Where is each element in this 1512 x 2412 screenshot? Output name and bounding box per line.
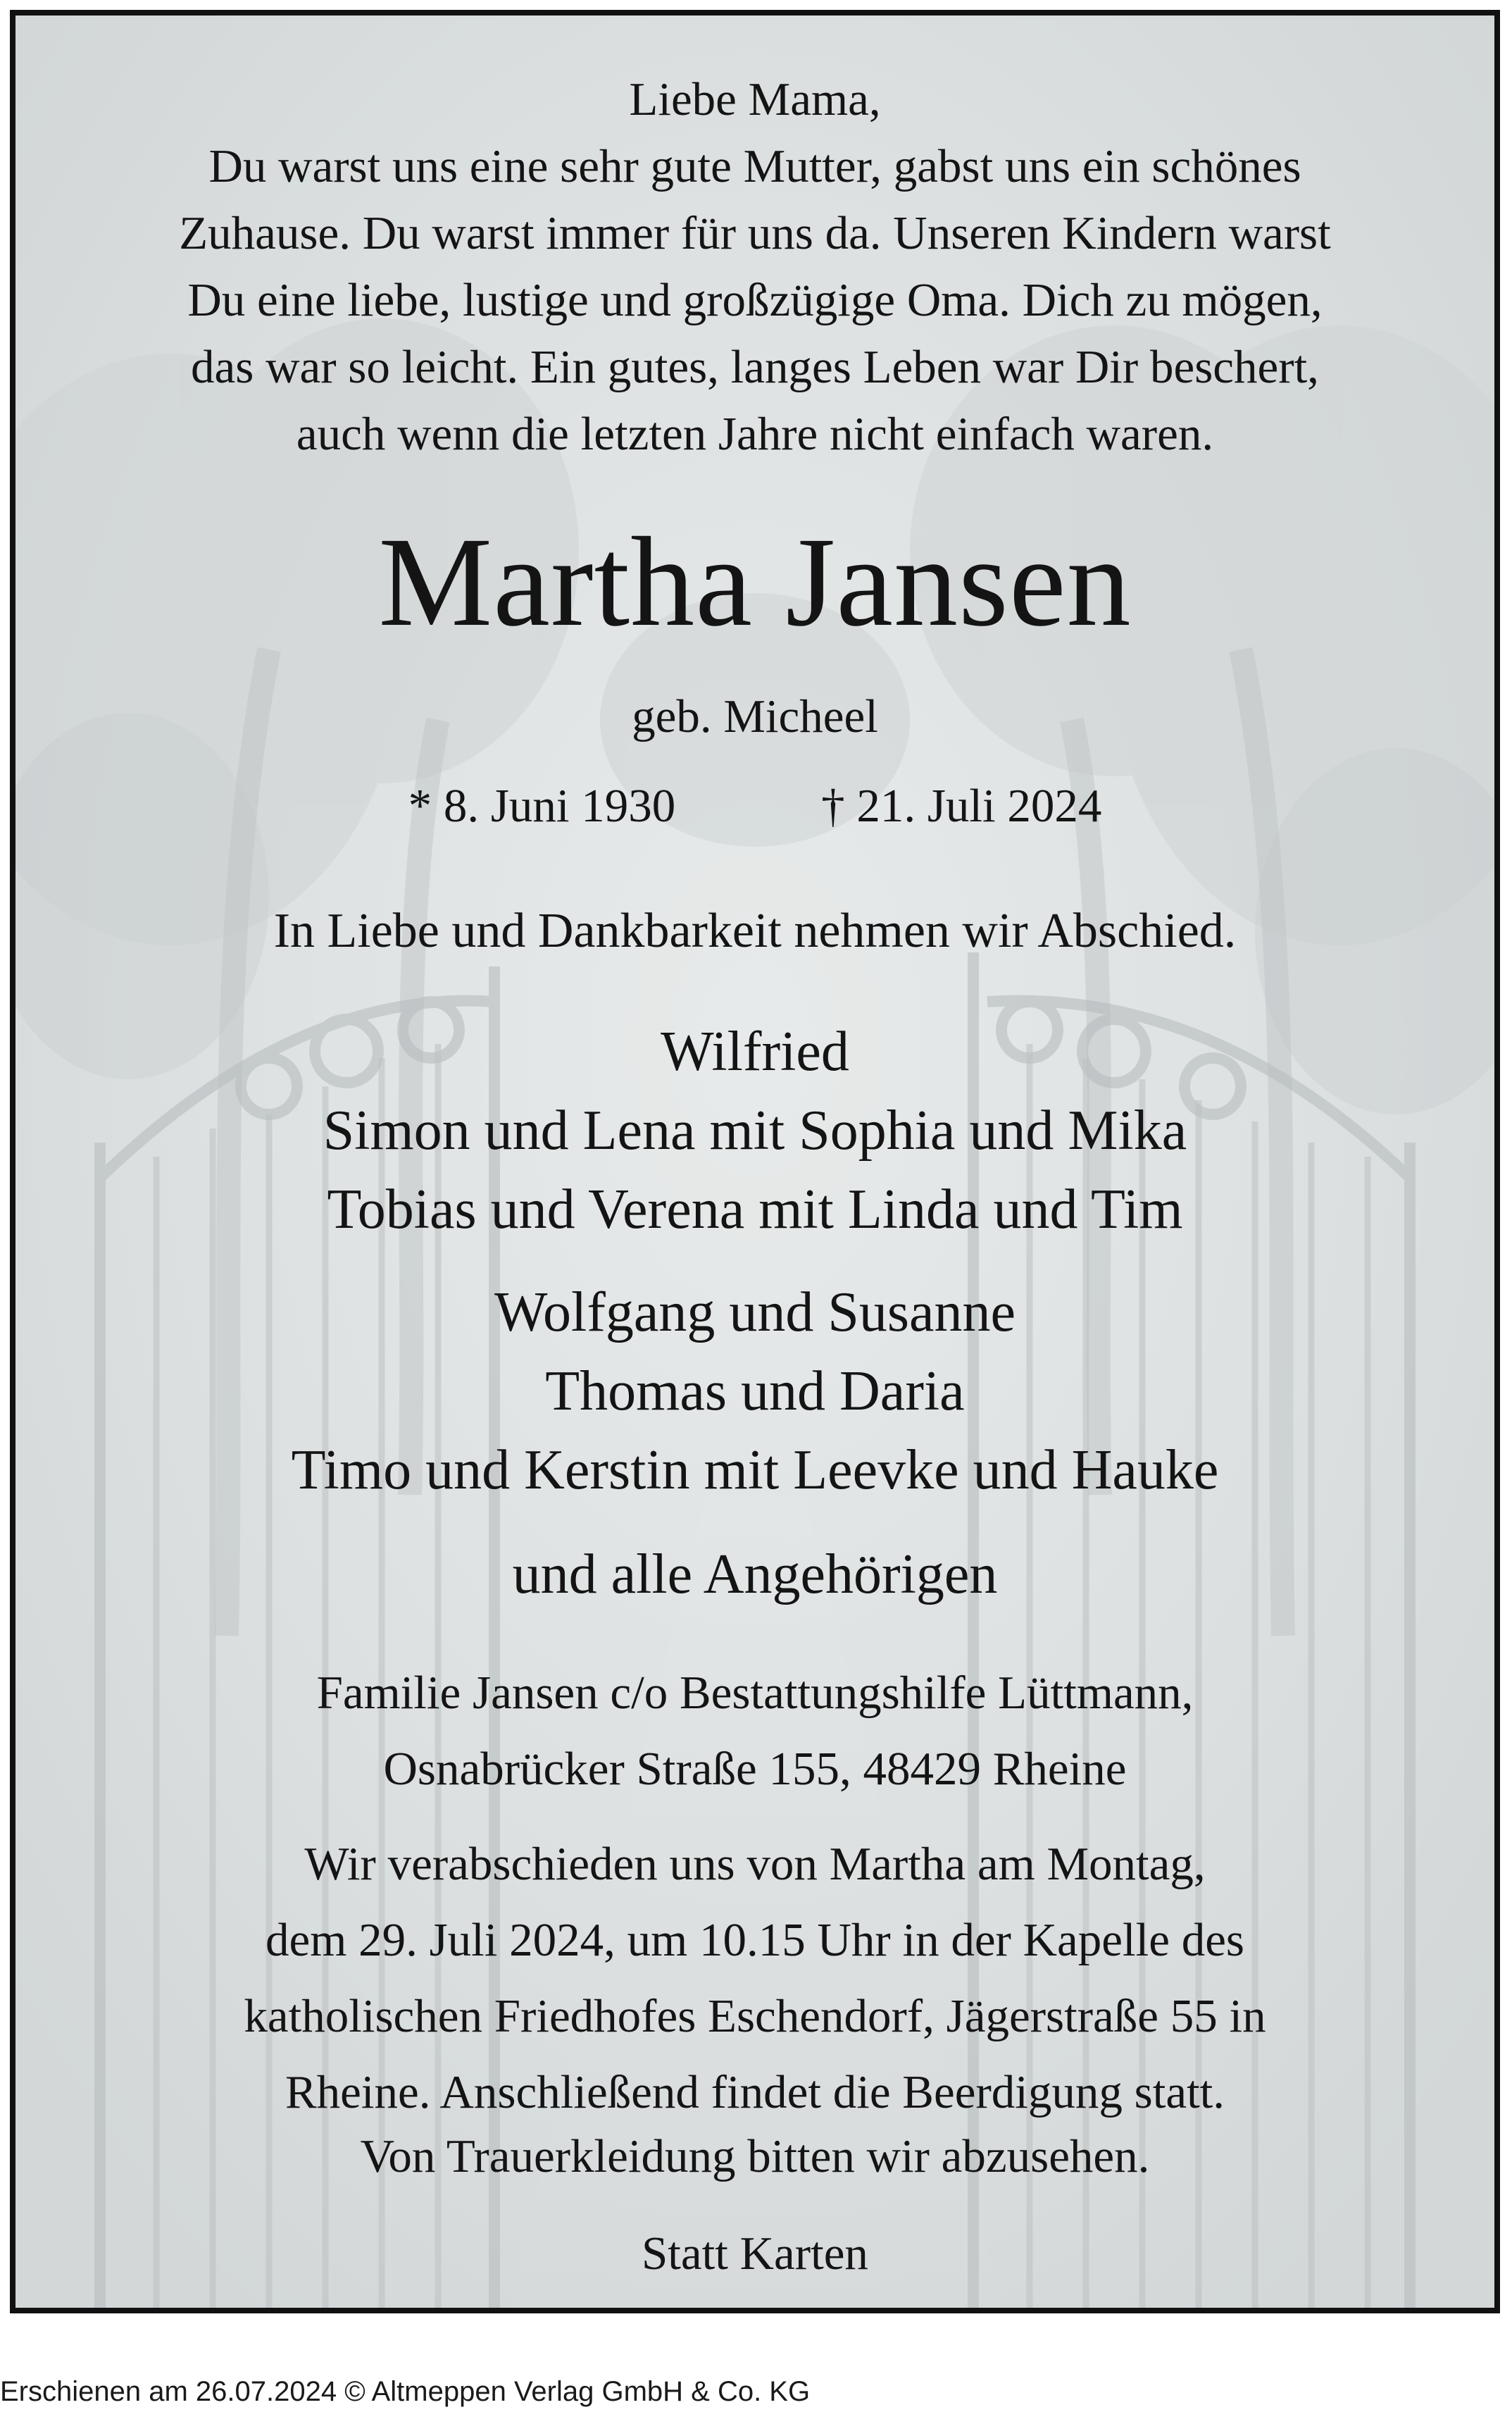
funeral-line: katholischen Friedhofes Eschendorf, Jägerstraße 55 in — [244, 1990, 1266, 2042]
intro-line: Liebe Mama, — [629, 73, 881, 125]
intro-line: Zuhause. Du warst immer für uns da. Unseren Kindern warst — [179, 207, 1331, 259]
clothing-note: Von Trauerkleidung bitten wir abzusehen. — [360, 2130, 1150, 2182]
obituary-text — [15, 15, 1494, 2308]
mourner-line: Simon und Lena mit Sophia und Mika — [323, 1100, 1187, 1162]
birth-date: * 8. Juni 1930 — [408, 780, 676, 832]
intro-line: auch wenn die letzten Jahre nicht einfach waren. — [296, 408, 1214, 460]
address-line: Familie Jansen c/o Bestattungshilfe Lüttmann, — [316, 1667, 1194, 1719]
intro-line: Du eine liebe, lustige und großzügige Oma. Dich zu mögen, — [187, 274, 1323, 326]
obituary-card — [10, 10, 1500, 2313]
death-date: † 21. Juli 2024 — [821, 780, 1102, 832]
life-dates — [15, 774, 1494, 838]
contact-address — [15, 1655, 1494, 1807]
mourners-group — [15, 1012, 1494, 1249]
funeral-line: dem 29. Juli 2024, um 10.15 Uhr in der Kapelle des — [265, 1914, 1245, 1966]
address-line: Osnabrücker Straße 155, 48429 Rheine — [383, 1743, 1127, 1795]
maiden-name: geb. Micheel — [632, 690, 878, 742]
statt-karten: Statt Karten — [642, 2227, 868, 2280]
mourners-group — [15, 1535, 1494, 1614]
intro-message — [15, 66, 1494, 468]
funeral-line: Rheine. Anschließend findet die Beerdigung statt. — [285, 2066, 1225, 2118]
mourner-line: Wolfgang und Susanne — [494, 1281, 1016, 1343]
intro-line: das war so leicht. Ein gutes, langes Leben war Dir beschert, — [191, 341, 1319, 393]
deceased-name: Martha Jansen — [378, 511, 1132, 653]
intro-line: Du warst uns eine sehr gute Mutter, gabst uns ein schönes — [208, 140, 1301, 192]
farewell-line: In Liebe und Dankbarkeit nehmen wir Abschied. — [273, 904, 1237, 958]
mourner-line: Timo und Kerstin mit Leevke und Hauke — [291, 1439, 1219, 1501]
mourners-group — [15, 1273, 1494, 1510]
mourner-line: Wilfried — [661, 1021, 849, 1083]
funeral-line: Wir verabschieden uns von Martha am Montag, — [304, 1838, 1206, 1890]
funeral-details — [15, 1826, 1494, 2130]
mourner-line: Thomas und Daria — [545, 1360, 965, 1422]
mourner-line: und alle Angehörigen — [512, 1543, 998, 1605]
mourner-line: Tobias und Verena mit Linda und Tim — [327, 1179, 1183, 1241]
publication-footer: Erschienen am 26.07.2024 © Altmeppen Verlag GmbH & Co. KG — [0, 2376, 811, 2407]
